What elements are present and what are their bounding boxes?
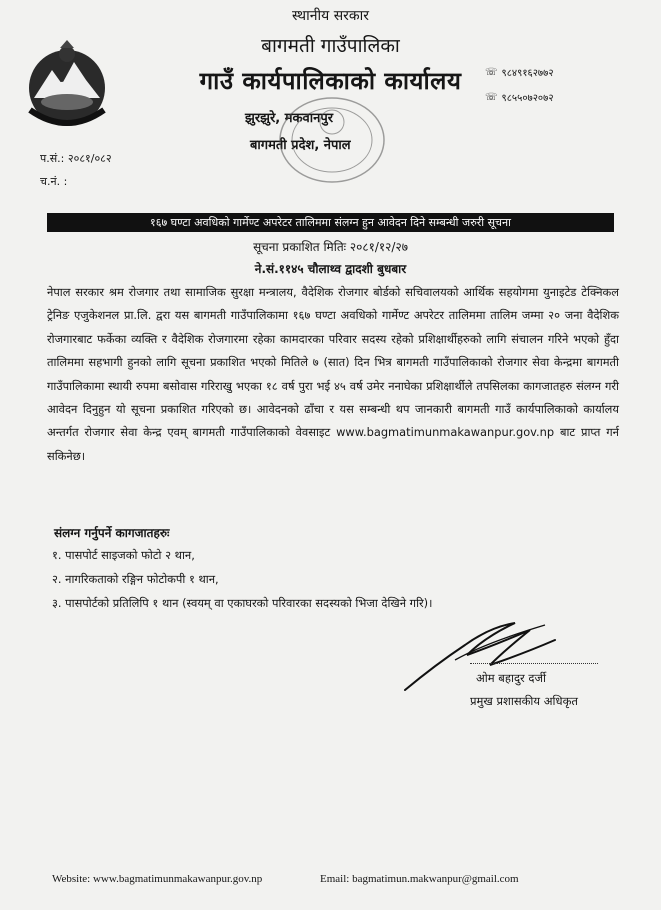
address-line-1: झुरझुरे, मकवानपुर xyxy=(245,111,334,126)
signatory-title: प्रमुख प्रशासकीय अधिकृत xyxy=(470,694,578,708)
notice-body: नेपाल सरकार श्रम रोजगार तथा सामाजिक सुरक्षा मन्त्रालय, वैदेशिक रोजगार बोर्डको सचिवालयको आर्थिक सहयोगमा युनाइटेड टेक्निकल ट्रेनिङ एजुकेशनल प्रा.लि. द्वरा यस बागमती गाउँपालिकामा १६७ घण्टा अवधिको गार्मेण्ट अपरेटर तालिममा तालिम जम्मा २० जना वैदेशिक रोजगारबाट फर्केका व्यक्ति र वैदेशिक रोजगारमा रहेका कामदारका परिवार सदस्य रहेको प्रशिक्षार्थीहरुको लागि संचालन गरिने भएको हुँदा तालिममा सहभागी हुनको लागि सूचना प्रकाशित भएको मितिले ७ (सात) दिन भित्र बागमती गाउँपालिकाको रोजगार सेवा केन्द्रमा बागमती गाउँपालिकामा स्थायी रुपमा बसोवास गरिराखु भएका १८ वर्ष पुरा भई ४५ वर्ष उमेर ननाघेका प्रशिक्षार्थीले तपसिलका कागजातहरु संलग्न गरी आवेदन दिनुहुन यो सूचना प्रकाशित गरिएको छ। आवेदनको ढाँचा र यस सम्बन्धी थप जानकारी बागमती गाउँ कार्यपालिकाको कार्यालय अन्तर्गत रोजगार सेवा केन्द्र एवम् बागमती गाउँपालिकाको वेवसाइट www.bagmatimunmakawanpur.gov.np बाट प्राप्त गर्न सकिनेछ। xyxy=(47,285,619,463)
signatory-name: ओम बहादुर दर्जी xyxy=(476,671,547,685)
enclosure-item: १. पासपोर्ट साइजको फोटो २ थान, xyxy=(52,548,195,562)
signature-line xyxy=(470,663,598,664)
municipality-name: बागमती गाउँपालिका xyxy=(261,35,400,57)
published-date: सूचना प्रकाशित मितिः २०८१/१२/२७ xyxy=(253,240,408,254)
nepal-sambat-date: ने.सं.११४५ चौलाथ्व द्वादशी बुधबार xyxy=(254,262,407,276)
phone-number-2 xyxy=(485,90,554,104)
enclosures-list xyxy=(52,543,432,615)
enclosure-item: २. नागरिकताको रङ्गिन फोटोकपी १ थान, xyxy=(52,572,219,586)
footer-email[interactable]: Email: bagmatimun.makwanpur@gmail.com xyxy=(320,873,519,885)
enclosures-title: संलग्न गर्नुपर्ने कागजातहरुः xyxy=(54,526,170,540)
office-name: गाउँ कार्यपालिकाको कार्यालय xyxy=(199,67,462,95)
telephone-icon: ☏ xyxy=(485,91,498,103)
notice-title: १६७ घण्टा अवधिको गार्मेण्ट अपरेटर तालिममा संलग्न हुन आवेदन दिने सम्बन्धी जरुरी सूचना xyxy=(47,213,614,232)
enclosure-item: ३. पासपोर्टको प्रतिलिपि १ थान (स्वयम् वा एकाघरको परिवारका सदस्यको भिजा देखिने गरि)। xyxy=(52,596,433,610)
dispatch-number: च.नं. : xyxy=(40,175,68,188)
government-label: स्थानीय सरकार xyxy=(292,8,369,24)
phone-number-1 xyxy=(485,65,554,79)
office-stamp xyxy=(270,92,390,187)
phone-number-2-text: ९८५५०७२०७२ xyxy=(501,93,554,104)
footer-website[interactable]: Website: www.bagmatimunmakawanpur.gov.np xyxy=(52,873,263,885)
address-line-2: बागमती प्रदेश, नेपाल xyxy=(250,138,351,153)
telephone-icon: ☏ xyxy=(485,66,498,78)
reference-number: प.सं.: २०८१/०८२ xyxy=(40,152,112,165)
phone-number-1-text: ९८४९१६२७७२ xyxy=(501,68,554,79)
